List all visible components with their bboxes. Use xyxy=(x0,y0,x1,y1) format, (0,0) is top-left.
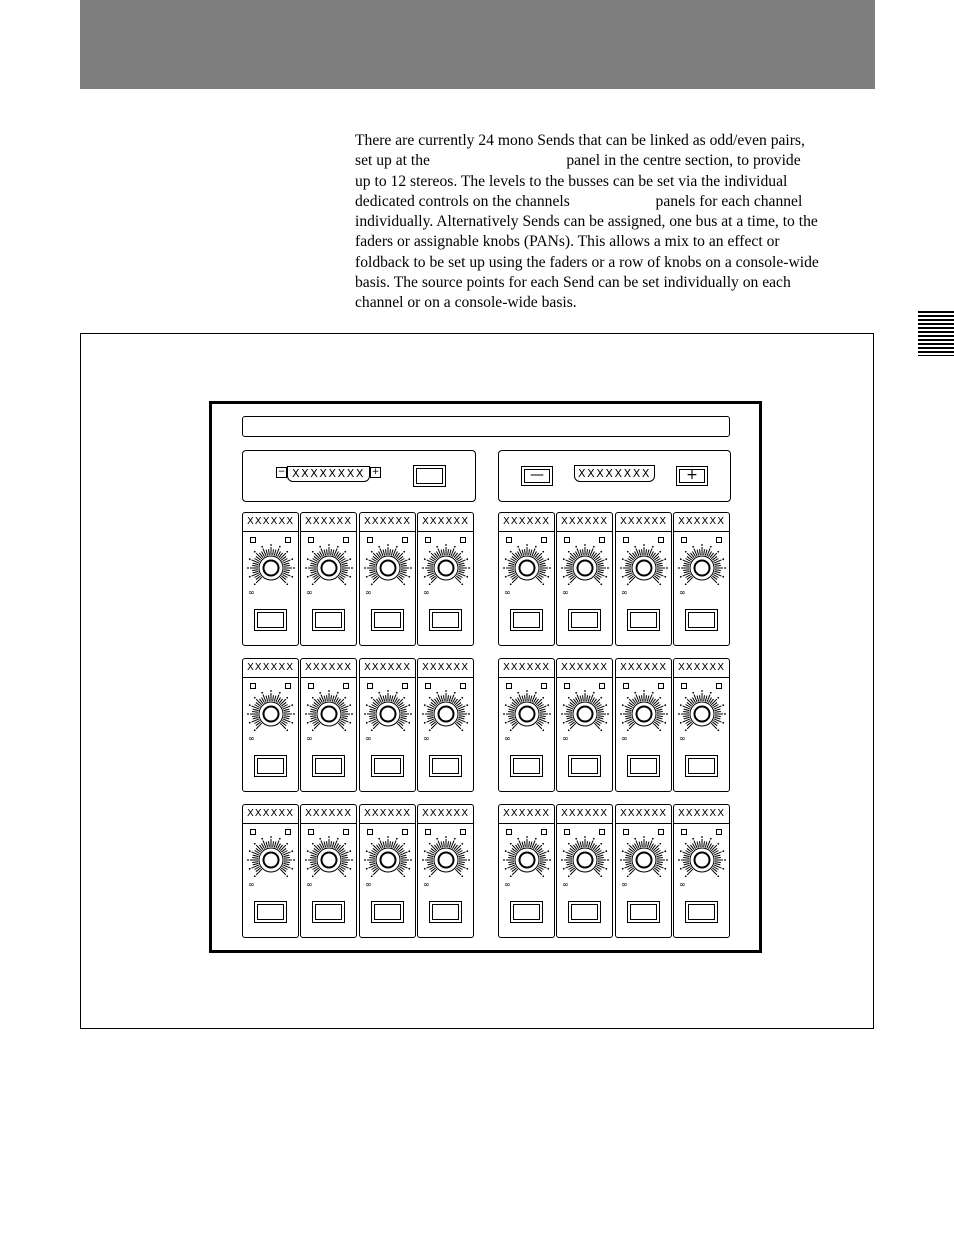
knob-min-symbol: ∞ xyxy=(365,880,372,889)
send-module xyxy=(615,804,672,938)
send-level-knob[interactable] xyxy=(677,835,727,885)
knob-min-symbol: ∞ xyxy=(562,880,569,889)
send-on-button[interactable] xyxy=(568,755,601,777)
send-level-knob[interactable] xyxy=(560,689,610,739)
send-module-label: XXXXXX xyxy=(499,659,554,678)
send-module xyxy=(300,804,357,938)
send-module-label: XXXXXX xyxy=(674,513,729,532)
send-level-knob[interactable] xyxy=(363,689,413,739)
send-module xyxy=(417,804,474,938)
send-module-label: XXXXXX xyxy=(301,513,356,532)
knob-min-symbol: ∞ xyxy=(562,588,569,597)
left-send-name-display: XXXXXXXX xyxy=(287,466,370,482)
send-module xyxy=(359,658,416,792)
send-on-button[interactable] xyxy=(627,609,660,631)
send-on-button[interactable] xyxy=(312,609,345,631)
send-module xyxy=(673,512,730,646)
send-module xyxy=(615,658,672,792)
send-on-button[interactable] xyxy=(312,755,345,777)
send-control-panel xyxy=(209,401,762,953)
send-module-label: XXXXXX xyxy=(616,659,671,678)
left-increment-button[interactable]: + xyxy=(371,467,380,477)
send-module xyxy=(556,512,613,646)
knob-min-symbol: ∞ xyxy=(248,734,255,743)
send-module-label: XXXXXX xyxy=(243,659,298,678)
send-level-knob[interactable] xyxy=(619,543,669,593)
right-decrement-button[interactable]: — xyxy=(521,466,553,486)
intro-line: There are currently 24 mono Sends that can be linked as odd/even pairs, xyxy=(355,132,805,149)
send-module xyxy=(498,804,555,938)
send-module-label: XXXXXX xyxy=(418,659,473,678)
right-send-select-group xyxy=(498,450,731,502)
send-level-knob[interactable] xyxy=(502,543,552,593)
send-module xyxy=(242,804,299,938)
section-tab-marker xyxy=(918,311,954,356)
send-module-label: XXXXXX xyxy=(418,805,473,824)
send-module xyxy=(615,512,672,646)
send-module xyxy=(556,658,613,792)
send-level-knob[interactable] xyxy=(560,543,610,593)
send-level-knob[interactable] xyxy=(304,689,354,739)
right-increment-button[interactable]: + xyxy=(676,466,708,486)
send-level-knob[interactable] xyxy=(304,543,354,593)
send-module xyxy=(498,658,555,792)
send-level-knob[interactable] xyxy=(363,835,413,885)
intro-line: set up at the panel in the centre section, to provide xyxy=(355,152,801,170)
send-level-knob[interactable] xyxy=(421,835,471,885)
knob-min-symbol: ∞ xyxy=(306,588,313,597)
send-module-label: XXXXXX xyxy=(499,513,554,532)
send-module-label: XXXXXX xyxy=(616,805,671,824)
send-level-knob[interactable] xyxy=(502,689,552,739)
send-module xyxy=(359,804,416,938)
send-module xyxy=(300,512,357,646)
intro-line: foldback to be set up using the faders or a row of knobs on a console-wide xyxy=(355,253,819,271)
send-module-label: XXXXXX xyxy=(243,513,298,532)
send-on-button[interactable] xyxy=(568,901,601,923)
header-band xyxy=(80,0,875,89)
send-module xyxy=(498,512,555,646)
send-on-button[interactable] xyxy=(510,755,543,777)
knob-min-symbol: ∞ xyxy=(679,880,686,889)
knob-min-symbol: ∞ xyxy=(248,880,255,889)
send-on-button[interactable] xyxy=(254,901,287,923)
send-module xyxy=(673,658,730,792)
send-on-button[interactable] xyxy=(312,901,345,923)
send-on-button[interactable] xyxy=(568,609,601,631)
send-module-label: XXXXXX xyxy=(360,513,415,532)
intro-line: faders or assignable knobs (PANs). This allows a mix to an effect or xyxy=(355,233,780,251)
send-level-knob[interactable] xyxy=(363,543,413,593)
left-send-select-group xyxy=(242,450,476,502)
send-on-button[interactable] xyxy=(429,609,462,631)
send-module-label: XXXXXX xyxy=(557,659,612,678)
send-on-button[interactable] xyxy=(371,755,404,777)
send-module xyxy=(242,512,299,646)
left-send-assign-button[interactable] xyxy=(413,465,446,487)
send-module xyxy=(359,512,416,646)
send-module-label: XXXXXX xyxy=(360,805,415,824)
knob-min-symbol: ∞ xyxy=(562,734,569,743)
knob-min-symbol: ∞ xyxy=(504,588,511,597)
intro-line: channel or on a console-wide basis. xyxy=(355,294,577,312)
knob-min-symbol: ∞ xyxy=(306,880,313,889)
send-on-button[interactable] xyxy=(510,609,543,631)
left-decrement-button[interactable]: − xyxy=(277,467,286,477)
send-level-knob[interactable] xyxy=(246,543,296,593)
intro-line: individually. Alternatively Sends can be assigned, one bus at a time, to the xyxy=(355,213,818,231)
knob-min-symbol: ∞ xyxy=(423,588,430,597)
send-on-button[interactable] xyxy=(685,755,718,777)
send-on-button[interactable] xyxy=(685,609,718,631)
knob-min-symbol: ∞ xyxy=(365,588,372,597)
send-module xyxy=(556,804,613,938)
send-module-label: XXXXXX xyxy=(301,805,356,824)
knob-min-symbol: ∞ xyxy=(423,734,430,743)
knob-min-symbol: ∞ xyxy=(248,588,255,597)
send-module-label: XXXXXX xyxy=(557,805,612,824)
send-level-knob[interactable] xyxy=(421,543,471,593)
send-on-button[interactable] xyxy=(254,609,287,631)
send-level-knob[interactable] xyxy=(246,689,296,739)
send-module-label: XXXXXX xyxy=(360,659,415,678)
send-on-button[interactable] xyxy=(371,901,404,923)
send-level-knob[interactable] xyxy=(304,835,354,885)
send-module-label: XXXXXX xyxy=(674,659,729,678)
send-module xyxy=(417,512,474,646)
send-level-knob[interactable] xyxy=(560,835,610,885)
send-level-knob[interactable] xyxy=(619,835,669,885)
send-module-label: XXXXXX xyxy=(499,805,554,824)
send-on-button[interactable] xyxy=(254,755,287,777)
knob-min-symbol: ∞ xyxy=(504,880,511,889)
send-module xyxy=(300,658,357,792)
send-on-button[interactable] xyxy=(429,755,462,777)
knob-min-symbol: ∞ xyxy=(504,734,511,743)
knob-min-symbol: ∞ xyxy=(621,588,628,597)
send-on-button[interactable] xyxy=(429,901,462,923)
knob-min-symbol: ∞ xyxy=(365,734,372,743)
send-level-knob[interactable] xyxy=(677,689,727,739)
send-module-label: XXXXXX xyxy=(243,805,298,824)
intro-line: dedicated controls on the channels panels for each channel xyxy=(355,192,803,210)
send-module xyxy=(242,658,299,792)
knob-min-symbol: ∞ xyxy=(679,734,686,743)
send-module-label: XXXXXX xyxy=(557,513,612,532)
panel-display-strip xyxy=(242,416,730,437)
send-module-label: XXXXXX xyxy=(616,513,671,532)
send-module-label: XXXXXX xyxy=(418,513,473,532)
knob-min-symbol: ∞ xyxy=(679,588,686,597)
send-on-button[interactable] xyxy=(685,901,718,923)
send-level-knob[interactable] xyxy=(246,835,296,885)
intro-line: basis. The source points for each Send can be set individually on each xyxy=(355,274,791,292)
send-level-knob[interactable] xyxy=(421,689,471,739)
intro-paragraph xyxy=(355,131,880,314)
right-send-name-display: XXXXXXXX xyxy=(574,465,655,482)
knob-min-symbol: ∞ xyxy=(306,734,313,743)
knob-min-symbol: ∞ xyxy=(621,734,628,743)
send-on-button[interactable] xyxy=(371,609,404,631)
knob-min-symbol: ∞ xyxy=(621,880,628,889)
send-module xyxy=(417,658,474,792)
send-on-button[interactable] xyxy=(510,901,543,923)
intro-line: up to 12 stereos. The levels to the busses can be set via the individual xyxy=(355,172,788,190)
send-level-knob[interactable] xyxy=(677,543,727,593)
send-on-button[interactable] xyxy=(627,755,660,777)
send-module-label: XXXXXX xyxy=(301,659,356,678)
send-module-label: XXXXXX xyxy=(674,805,729,824)
send-level-knob[interactable] xyxy=(502,835,552,885)
knob-min-symbol: ∞ xyxy=(423,880,430,889)
send-on-button[interactable] xyxy=(627,901,660,923)
send-level-knob[interactable] xyxy=(619,689,669,739)
send-module xyxy=(673,804,730,938)
